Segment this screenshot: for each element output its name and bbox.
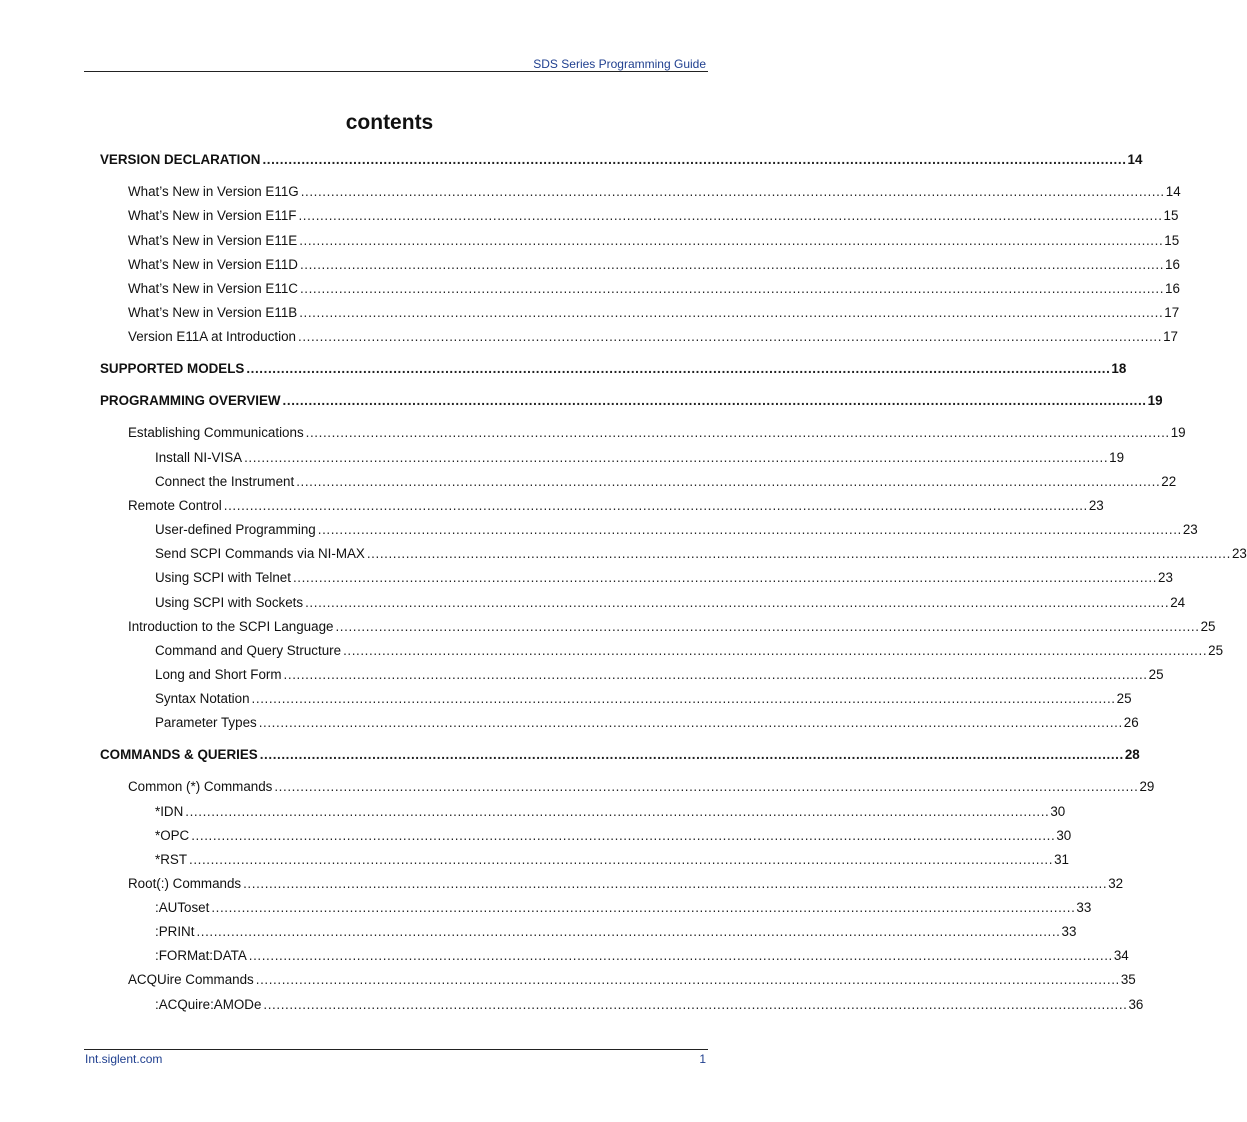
toc-entry-page: 26 [1123, 715, 1139, 730]
toc-dot-leader: ........................................................................................................................................................................................................ [305, 425, 1170, 440]
toc-dot-leader: ........................................................................................................................................................................................................ [185, 804, 1050, 819]
toc-dot-leader: ........................................................................................................................................................................................................ [283, 667, 1148, 682]
toc-entry-label: Common (*) Commands [128, 779, 273, 794]
toc-dot-leader: ........................................................................................................................................................................................................ [299, 281, 1165, 296]
toc-dot-leader: ........................................................................................................................................................................................................ [223, 498, 1088, 513]
toc-entry-label: Parameter Types [155, 715, 257, 730]
toc-entry[interactable] [128, 972, 1136, 988]
toc-dot-leader: ........................................................................................................................................................................................................ [366, 546, 1231, 561]
toc-dot-leader: ........................................................................................................................................................................................................ [299, 257, 1165, 272]
toc-entry-page: 16 [1165, 257, 1180, 272]
toc-dot-leader: ........................................................................................................................................................................................................ [305, 595, 1170, 610]
toc-entry-label: What’s New in Version E11C [128, 281, 298, 296]
toc-entry-label: Root(:) Commands [128, 876, 242, 891]
toc-entry-label: What’s New in Version E11E [128, 233, 298, 248]
toc-entry-page: 19 [1109, 450, 1125, 465]
toc-entry[interactable] [155, 948, 1129, 964]
toc-dot-leader: ........................................................................................................................................................................................................ [243, 876, 1108, 891]
toc-entry-page: 25 [1148, 667, 1164, 682]
toc-entry-page: 17 [1164, 305, 1180, 320]
toc-entry[interactable] [128, 876, 1124, 892]
toc-dot-leader: ........................................................................................................................................................................................................ [251, 691, 1116, 706]
page-title: contents [345, 111, 434, 134]
toc-entry-page: 25 [1116, 691, 1132, 706]
toc-entry[interactable] [155, 691, 1132, 707]
toc-dot-leader: ........................................................................................................................................................................................................ [296, 474, 1161, 489]
toc-entry-label: *IDN [155, 804, 184, 819]
toc-dot-leader: ........................................................................................................................................................................................................ [317, 522, 1182, 537]
toc-entry-page: 33 [1061, 924, 1077, 939]
toc-dot-leader: ........................................................................................................................................................................................................ [292, 570, 1158, 585]
toc-entry-page: 15 [1163, 208, 1179, 223]
toc-entry-label: What’s New in Version E11G [128, 184, 299, 199]
toc-entry[interactable] [155, 715, 1139, 731]
toc-entry-label: Establishing Communications [128, 425, 304, 440]
toc-entry-label: Long and Short Form [155, 667, 282, 682]
toc-entry-page: 30 [1056, 828, 1072, 843]
toc-dot-leader: ........................................................................................................................................................................................................ [298, 329, 1163, 344]
toc-entry-page: 22 [1161, 474, 1177, 489]
toc-entry[interactable] [128, 305, 1180, 321]
toc-entry-page: 14 [1127, 152, 1143, 167]
toc-entry[interactable] [155, 595, 1186, 611]
toc-entry-label: What’s New in Version E11F [128, 208, 297, 223]
toc-entry[interactable] [100, 152, 1143, 168]
toc-entry[interactable] [155, 924, 1077, 940]
toc-entry-page: 17 [1163, 329, 1178, 344]
toc-entry-page: 34 [1113, 948, 1129, 963]
toc-entry-label: :FORMat:DATA [155, 948, 247, 963]
toc-entry-label: Version E11A at Introduction [128, 329, 296, 344]
toc-entry[interactable] [128, 425, 1186, 441]
toc-entry[interactable] [155, 900, 1092, 916]
toc-entry-page: 30 [1050, 804, 1066, 819]
toc-dot-leader: ........................................................................................................................................................................................................ [300, 184, 1165, 199]
toc-entry[interactable] [155, 997, 1144, 1013]
toc-dot-leader: ........................................................................................................................................................................................................ [259, 747, 1124, 762]
toc-dot-leader: ........................................................................................................................................................................................................ [189, 852, 1054, 867]
toc-entry[interactable] [155, 643, 1224, 659]
toc-entry-page: 32 [1108, 876, 1124, 891]
toc-entry[interactable] [100, 393, 1163, 409]
toc-entry-label: What’s New in Version E11D [128, 257, 298, 272]
toc-dot-leader: ........................................................................................................................................................................................................ [274, 779, 1139, 794]
toc-dot-leader: ........................................................................................................................................................................................................ [255, 972, 1120, 987]
toc-entry-label: SUPPORTED MODELS [100, 361, 245, 376]
toc-entry[interactable] [128, 619, 1216, 635]
toc-entry-label: Using SCPI with Telnet [155, 570, 291, 585]
toc-dot-leader: ........................................................................................................................................................................................................ [282, 393, 1147, 408]
toc-entry-label: PROGRAMMING OVERVIEW [100, 393, 281, 408]
toc-dot-leader: ........................................................................................................................................................................................................ [299, 305, 1164, 320]
toc-entry[interactable] [155, 667, 1164, 683]
running-header-title: SDS Series Programming Guide [533, 57, 706, 71]
toc-entry-page: 35 [1120, 972, 1136, 987]
toc-entry[interactable] [128, 281, 1180, 297]
toc-dot-leader: ........................................................................................................................................................................................................ [248, 948, 1113, 963]
toc-dot-leader: ........................................................................................................................................................................................................ [262, 152, 1127, 167]
toc-entry-label: Install NI-VISA [155, 450, 243, 465]
toc-entry-label: ACQUire Commands [128, 972, 254, 987]
toc-entry-page: 19 [1170, 425, 1186, 440]
toc-entry[interactable] [128, 184, 1181, 200]
toc-entry-label: Remote Control [128, 498, 222, 513]
toc-entry[interactable] [155, 450, 1125, 466]
toc-entry-label: COMMANDS & QUERIES [100, 747, 258, 762]
toc-entry-page: 25 [1200, 619, 1216, 634]
toc-entry[interactable] [128, 329, 1178, 345]
toc-entry-label: :ACQuire:AMODe [155, 997, 262, 1012]
toc-dot-leader: ........................................................................................................................................................................................................ [211, 900, 1076, 915]
toc-entry-label: What’s New in Version E11B [128, 305, 298, 320]
toc-entry-page: 23 [1182, 522, 1198, 537]
toc-entry-label: User-defined Programming [155, 522, 316, 537]
toc-entry-label: *OPC [155, 828, 190, 843]
toc-entry[interactable] [155, 546, 1247, 562]
toc-entry-page: 19 [1147, 393, 1163, 408]
footer-url-link[interactable]: Int.siglent.com [85, 1052, 163, 1066]
toc-dot-leader: ........................................................................................................................................................................................................ [343, 643, 1208, 658]
toc-entry[interactable] [155, 852, 1069, 868]
toc-entry-page: 25 [1208, 643, 1224, 658]
toc-dot-leader: ........................................................................................................................................................................................................ [335, 619, 1200, 634]
toc-entry[interactable] [155, 828, 1072, 844]
toc-entry-page: 16 [1165, 281, 1180, 296]
toc-entry[interactable] [128, 208, 1179, 224]
toc-entry-label: VERSION DECLARATION [100, 152, 261, 167]
toc-dot-leader: ........................................................................................................................................................................................................ [244, 450, 1109, 465]
footer-rule [84, 1049, 708, 1050]
toc-entry-label: :PRINt [155, 924, 195, 939]
toc-entry[interactable] [128, 233, 1180, 249]
toc-entry[interactable] [128, 779, 1155, 795]
toc-entry-label: *RST [155, 852, 187, 867]
toc-entry-page: 14 [1165, 184, 1181, 199]
toc-entry-page: 29 [1139, 779, 1155, 794]
toc-entry[interactable] [100, 361, 1127, 377]
footer-page-number: 1 [699, 1052, 706, 1066]
toc-entry[interactable] [100, 747, 1140, 763]
toc-entry[interactable] [128, 257, 1180, 273]
toc-entry-page: 36 [1128, 997, 1144, 1012]
toc-dot-leader: ........................................................................................................................................................................................................ [263, 997, 1128, 1012]
toc-entry[interactable] [155, 522, 1198, 538]
toc-dot-leader: ........................................................................................................................................................................................................ [258, 715, 1123, 730]
toc-entry-page: 31 [1054, 852, 1069, 867]
toc-dot-leader: ........................................................................................................................................................................................................ [196, 924, 1061, 939]
toc-dot-leader: ........................................................................................................................................................................................................ [298, 208, 1163, 223]
toc-dot-leader: ........................................................................................................................................................................................................ [299, 233, 1164, 248]
toc-entry-page: 15 [1164, 233, 1180, 248]
toc-entry-page: 23 [1158, 570, 1173, 585]
toc-entry-label: Introduction to the SCPI Language [128, 619, 334, 634]
toc-entry[interactable] [155, 804, 1066, 820]
toc-entry-page: 18 [1111, 361, 1127, 376]
toc-entry-label: :AUToset [155, 900, 210, 915]
toc-entry-page: 33 [1076, 900, 1092, 915]
toc-entry-label: Connect the Instrument [155, 474, 295, 489]
toc-dot-leader: ........................................................................................................................................................................................................ [246, 361, 1111, 376]
toc-entry[interactable] [128, 498, 1104, 514]
toc-dot-leader: ........................................................................................................................................................................................................ [191, 828, 1056, 843]
toc-entry-page: 24 [1170, 595, 1186, 610]
toc-entry-label: Using SCPI with Sockets [155, 595, 304, 610]
toc-entry-page: 23 [1088, 498, 1104, 513]
toc-entry[interactable] [155, 570, 1173, 586]
toc-entry-page: 23 [1231, 546, 1247, 561]
toc-entry-label: Send SCPI Commands via NI-MAX [155, 546, 365, 561]
toc-entry-label: Command and Query Structure [155, 643, 342, 658]
toc-entry[interactable] [155, 474, 1177, 490]
toc-entry-label: Syntax Notation [155, 691, 250, 706]
toc-entry-page: 28 [1124, 747, 1140, 762]
